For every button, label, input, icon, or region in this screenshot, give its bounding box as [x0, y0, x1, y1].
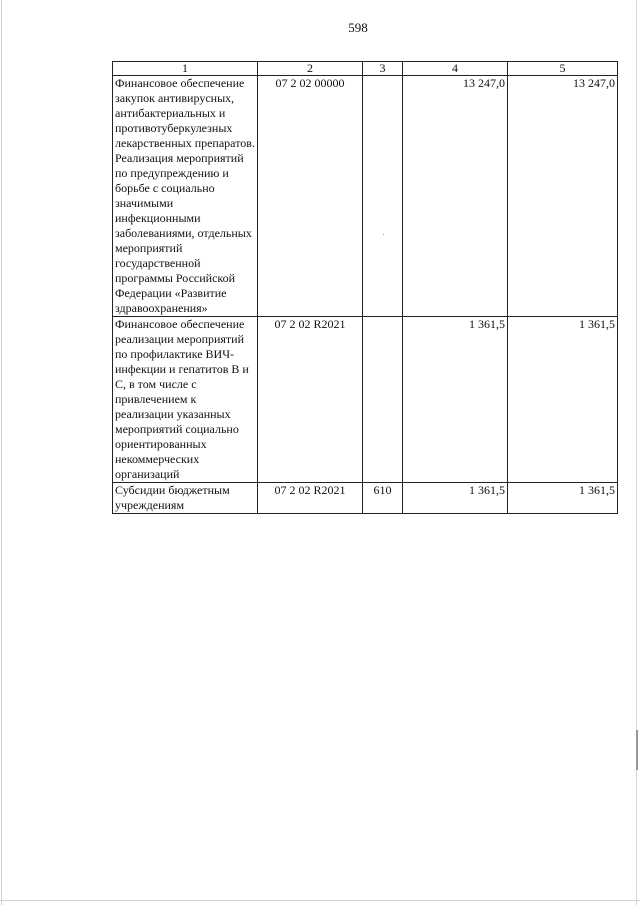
row-name-cell: Финансовое обеспечение реализации мероприятий по профилактике ВИЧ-инфекции и гепатитов В и С, в том числе с привлечением к реализации указанных мероприятий социально ориентированных некоммерческих организаций	[113, 317, 258, 483]
table-row	[113, 317, 618, 483]
column-header-1: 1	[113, 62, 258, 76]
column-header-2: 2	[258, 62, 363, 76]
page-number: 598	[348, 20, 368, 35]
row-name-cell: Финансовое обеспечение закупок антивирусных, антибактериальных и противотуберкулезных лекарственных препаратов. Реализация мероприятий по предупреждению и борьбе с социально значимыми инфекционными заболеваниями, отдельных мероприятий государственной программы Российской Федерации «Развитие здравоохранения»	[113, 76, 258, 317]
row-amount-col5-cell: 1 361,5	[508, 483, 618, 514]
row-code-cell: 07 2 02 R2021	[258, 317, 363, 483]
scan-edge-bottom	[0, 900, 640, 901]
row-expense-type-cell	[363, 317, 403, 483]
row-amount-col4-cell: 13 247,0	[403, 76, 508, 317]
table-row	[113, 76, 618, 317]
table-row	[113, 483, 618, 514]
row-amount-col4-cell: 1 361,5	[403, 483, 508, 514]
budget-table	[112, 61, 618, 514]
row-code-cell: 07 2 02 R2021	[258, 483, 363, 514]
row-expense-type-cell: 610	[363, 483, 403, 514]
row-code-cell: 07 2 02 00000	[258, 76, 363, 317]
scan-edge-mark	[636, 730, 638, 770]
row-name-cell: Субсидии бюджетным учреждениям	[113, 483, 258, 514]
row-amount-col5-cell: 1 361,5	[508, 317, 618, 483]
column-header-4: 4	[403, 62, 508, 76]
row-amount-col5-cell: 13 247,0	[508, 76, 618, 317]
row-expense-type-cell	[363, 76, 403, 317]
table-header-row	[113, 62, 618, 76]
column-header-5: 5	[508, 62, 618, 76]
row-amount-col4-cell: 1 361,5	[403, 317, 508, 483]
column-header-3: 3	[363, 62, 403, 76]
scan-edge-left	[1, 0, 2, 905]
